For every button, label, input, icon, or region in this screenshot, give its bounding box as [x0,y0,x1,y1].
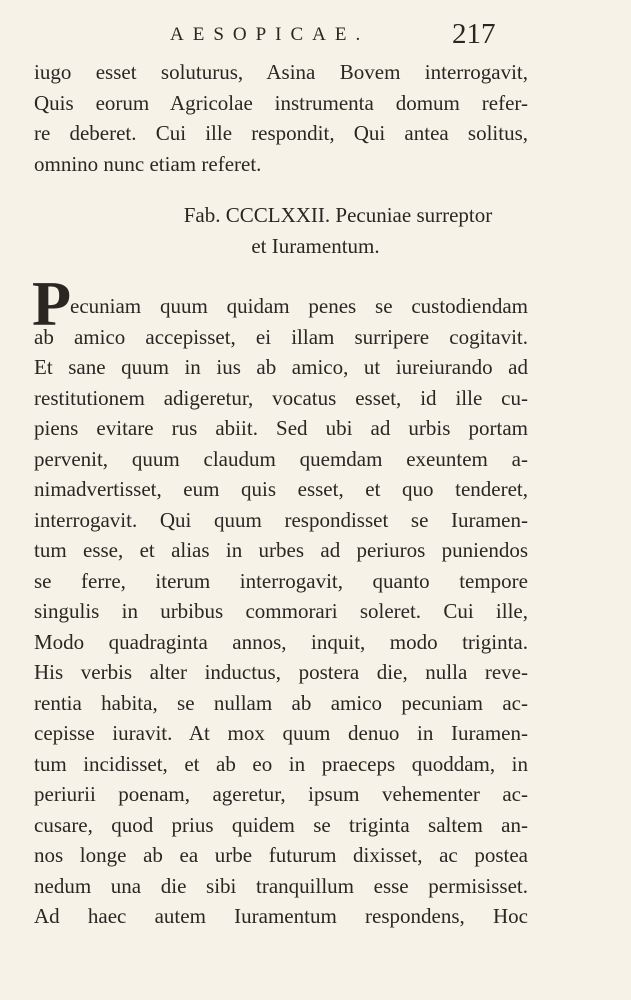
text-line: cusare, quod prius quidem se triginta saltem an- [34,812,528,837]
text-line: Modo quadraginta annos, inquit, modo triginta. [34,629,528,654]
text-line: Et sane quum in ius ab amico, ut iureiurando ad [34,355,528,379]
text-line: tum esse, et alias in urbes ad periuros puniendos [34,538,528,562]
text-line: tum incidisset, et ab eo in praeceps quoddam, in [34,751,528,776]
fable-body [32,268,528,932]
text-line: Ad haec autem Iuramentum respondens, Hoc [34,904,528,928]
text-line: nimadvertisset, eum quis esset, et quo tenderet, [34,477,528,501]
text-line: rentia habita, se nullam ab amico pecuniam ac- [34,690,528,715]
running-head: AESOPICAE. [170,24,370,45]
text-line: re deberet. Cui ille respondit, Qui antea solitus, [34,121,528,145]
text-line: cepisse iuravit. At mox quum denuo in Iuramen- [34,721,528,745]
continued-paragraph [34,57,528,179]
text-line: Quis eorum Agricolae instrumenta domum refer- [34,90,528,115]
text-line: piens evitare rus abiit. Sed ubi ad urbis portam [34,416,528,440]
text-line: se ferre, iterum interrogavit, quanto tempore [34,568,528,593]
fable-title-line: et Iuramentum. [251,234,380,258]
drop-cap: P [32,268,72,339]
text-line-content: ecuniam quum quidam penes se custodiendam [70,294,528,318]
text-line: nedum una die sibi tranquillum esse permisisset. [34,873,528,898]
text-line: ab amico accepisset, ei illam surripere cogitavit. [34,324,528,349]
text-line: omnino nunc etiam referet. [34,151,262,176]
text-line: periurii poenam, ageretur, ipsum vehementer ac- [34,782,528,806]
text-line: restitutionem adigeretur, vocatus esset, id ille cu- [34,385,528,410]
fable-heading [0,200,631,262]
text-line: pervenit, quum claudum quemdam exeuntem a- [34,446,528,471]
text-line: interrogavit. Qui quum respondisset se Iuramen- [34,507,528,532]
fable-title-line: Fab. CCCLXXII. Pecuniae surreptor [183,203,493,227]
text-line: His verbis alter inductus, postera die, nulla reve- [34,660,528,684]
page-number: 217 [452,18,496,50]
text-line: iugo esset soluturus, Asina Bovem interrogavit, [34,60,528,84]
text-line: singulis in urbibus commorari soleret. Cui ille, [34,599,528,623]
text-line: nos longe ab ea urbe futurum dixisset, ac postea [34,843,528,867]
